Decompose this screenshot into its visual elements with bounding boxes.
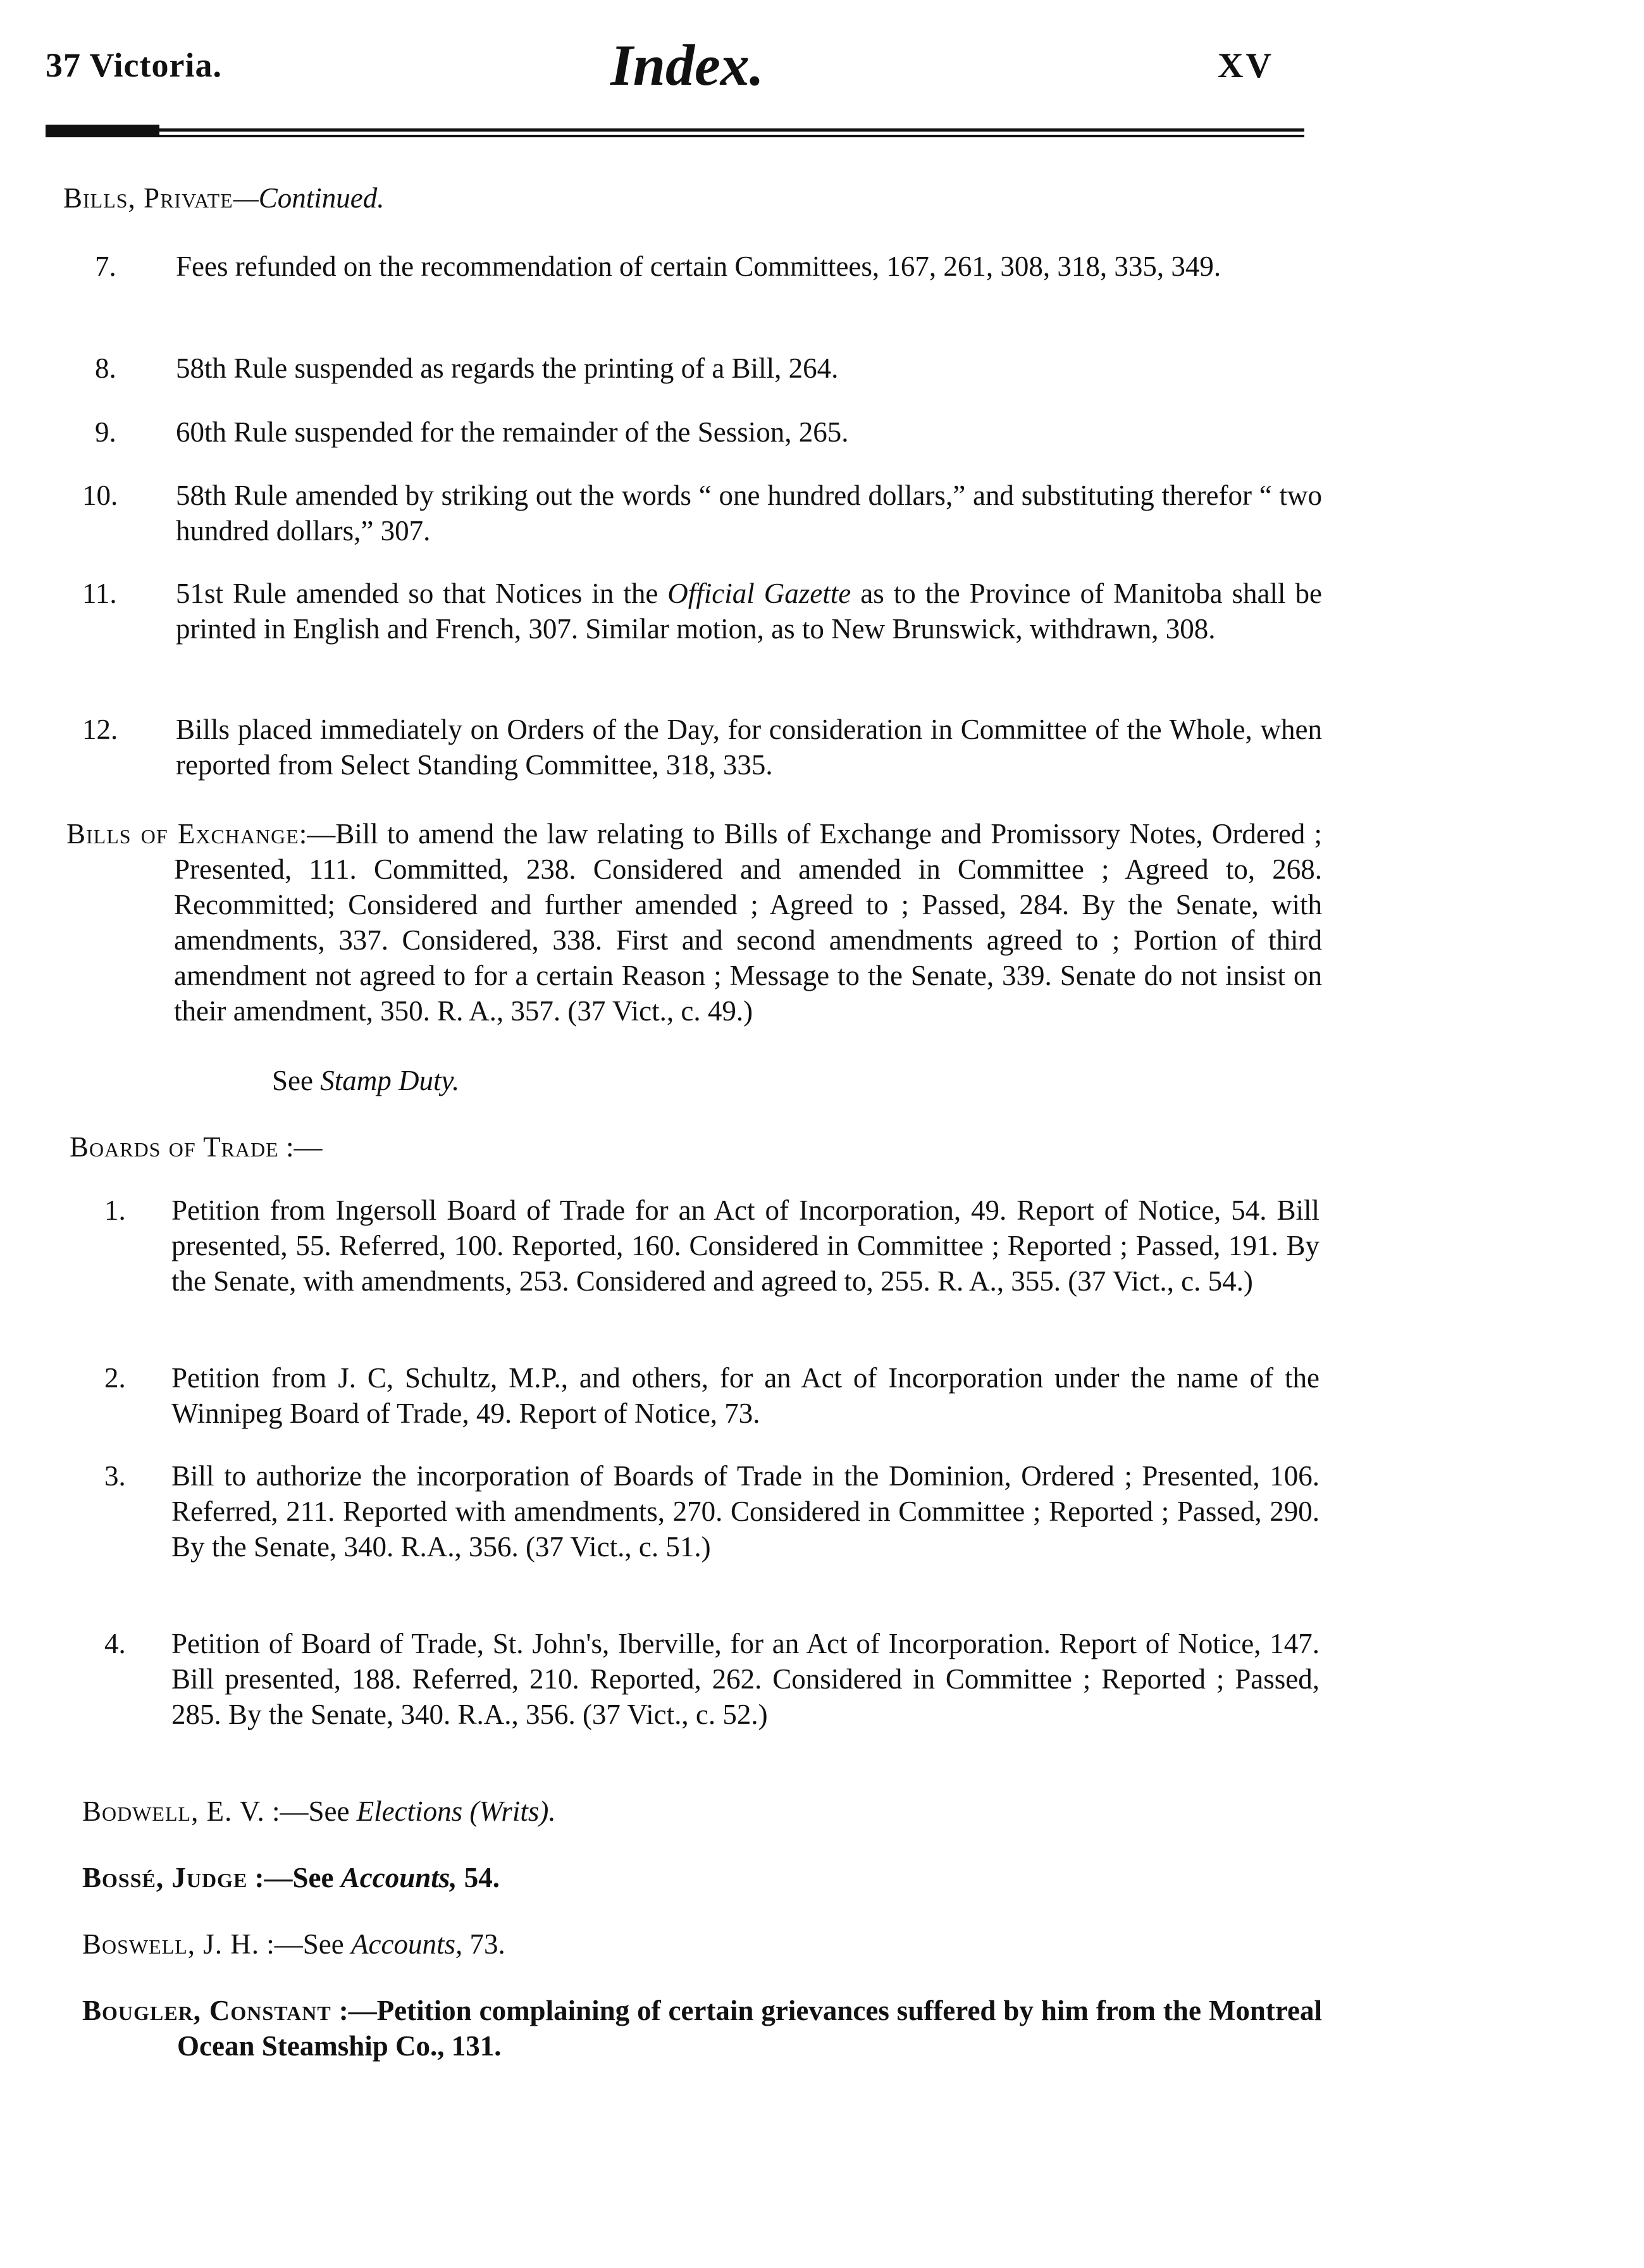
heading-label: Boards of Trade <box>70 1131 279 1163</box>
item-number: 9. <box>95 416 116 448</box>
item-text: Bill to authorize the incorporation of Boards of Trade in the Dominion, Ordered ; Presented, 106. Referred, 211. Reported with amendments, 270. Considered in Committee ; Reported ; Passed, 290. By the Senate, 340. R.A., 356. (37 Vict., c. 51.) <box>171 1460 1320 1563</box>
item-text: Fees refunded on the recommendation of certain Committees, 167, 261, 308, 318, 335, 349. <box>176 251 1221 282</box>
entry-boswell <box>82 1926 1284 1962</box>
item-number: 12. <box>82 714 118 745</box>
item-number: 1. <box>104 1194 126 1226</box>
cross-reference <box>272 1063 778 1098</box>
list-item <box>104 1458 1322 1600</box>
item-number: 10. <box>82 480 118 511</box>
page-number: XV <box>1218 46 1274 85</box>
section-heading-bills-private <box>63 180 1265 216</box>
list-item <box>95 414 1322 450</box>
see-label: See <box>272 1065 321 1096</box>
item-number: 8. <box>95 352 116 384</box>
entry-bougler <box>82 1993 1322 2064</box>
item-number: 2. <box>104 1362 126 1394</box>
list-item <box>104 1626 1322 1768</box>
item-text: 58th Rule amended by striking out the words “ one hundred dollars,” and substituting therefor “ two hundred dollars,” 307. <box>176 480 1322 547</box>
item-number: 7. <box>95 251 116 282</box>
item-number: 4. <box>104 1628 126 1659</box>
item-text: 60th Rule suspended for the remainder of the Session, 265. <box>176 416 849 448</box>
entry-mid: :—See <box>247 1862 341 1893</box>
header-rule-top <box>46 128 1304 132</box>
section-heading-boards-of-trade <box>70 1129 702 1165</box>
entry-name: Boswell, J. H. <box>82 1928 260 1960</box>
list-item <box>95 249 1322 319</box>
entry-mid: :—Petition complaining of certain grievances suffered by him from the Montreal Ocean Steamship Co., 131. <box>177 1995 1322 2062</box>
list-item <box>104 1193 1322 1334</box>
entry-reference: Elections (Writs). <box>356 1795 556 1827</box>
item-number: 11. <box>82 578 117 609</box>
entry-mid: :—See <box>264 1795 357 1827</box>
see-reference: Stamp Duty. <box>320 1065 460 1096</box>
list-item <box>82 478 1322 548</box>
heading-tail: :— <box>278 1131 323 1163</box>
page-header-volume: 37 Victoria. <box>46 46 222 84</box>
heading-label: Bills, Private <box>63 182 233 214</box>
item-number: 3. <box>104 1460 126 1492</box>
item-text: Petition from J. C, Schultz, M.P., and others, for an Act of Incorporation under the name of the Winnipeg Board of Trade, 49. Report of Notice, 73. <box>171 1362 1320 1429</box>
item-text: Bills placed immediately on Orders of the Day, for consideration in Committee of the Whole, when reported from Select Standing Committee, 318, 335. <box>176 714 1322 781</box>
entry-name: Bodwell, E. V. <box>82 1795 265 1827</box>
item-text <box>176 576 1322 647</box>
entry-bosse <box>82 1860 1284 1895</box>
heading-continued: —Continued. <box>233 182 385 214</box>
entry-tail: 54. <box>457 1862 500 1893</box>
item-text: Petition from Ingersoll Board of Trade for an Act of Incorporation, 49. Report of Notice, 54. Bill presented, 55. Referred, 100. Reported, 160. Considered in Committee ; Reported ; Passed, 191. By the Senate, with amendments, 253. Considered and agreed to, 255. R. A., 355. (37 Vict., c. 54.) <box>171 1194 1320 1297</box>
entry-text: :—Bill to amend the law relating to Bills of Exchange and Promissory Notes, Ordered ; Presented, 111. Committed, 238. Considered and amended in Committee ; Agreed to, 268. Recommitted; Considered and further amended ; Agreed to ; Passed, 284. By the Senate, with amendments, 337. Considered, 338. First and second amendments agreed to ; Portion of third amendment not agreed to for a certain Reason ; Message to the Senate, 339. Senate do not insist on their amendment, 350. R. A., 357. (37 Vict., c. 49.) <box>174 818 1322 1027</box>
header-rule-bottom <box>46 135 1304 137</box>
entry-name: Bossé, Judge <box>82 1862 248 1893</box>
item-text-b: as to the Province of Manitoba shall be printed in English and French, 307. Similar motion, as to New Brunswick, withdrawn, 308. <box>176 578 1322 645</box>
page-header-title: Index. <box>610 33 764 97</box>
entry-reference: Accounts, <box>340 1862 457 1893</box>
list-item <box>82 576 1322 682</box>
list-item <box>104 1360 1322 1431</box>
item-text-italic: Official Gazette <box>667 578 851 609</box>
item-text-a: 51st Rule amended so that Notices in the <box>176 578 668 609</box>
list-item <box>82 712 1322 783</box>
item-text: 58th Rule suspended as regards the printing of a Bill, 264. <box>176 352 839 384</box>
entry-name: Bougler, Constant <box>82 1995 331 2026</box>
entry-reference: Accounts, <box>351 1928 463 1960</box>
list-item <box>95 350 1322 386</box>
entry-heading: Bills of Exchange <box>66 818 299 850</box>
entry-bills-of-exchange <box>66 816 1322 1029</box>
entry-mid: :—See <box>259 1928 352 1960</box>
item-text: Petition of Board of Trade, St. John's, Iberville, for an Act of Incorporation. Report of Notice, 147. Bill presented, 188. Referred, 210. Reported, 262. Considered in Committee ; Reported ; Passed, 285. By the Senate, 340. R.A., 356. (37 Vict., c. 52.) <box>171 1628 1320 1730</box>
entry-bodwell <box>82 1794 1284 1829</box>
entry-tail: 73. <box>462 1928 505 1960</box>
